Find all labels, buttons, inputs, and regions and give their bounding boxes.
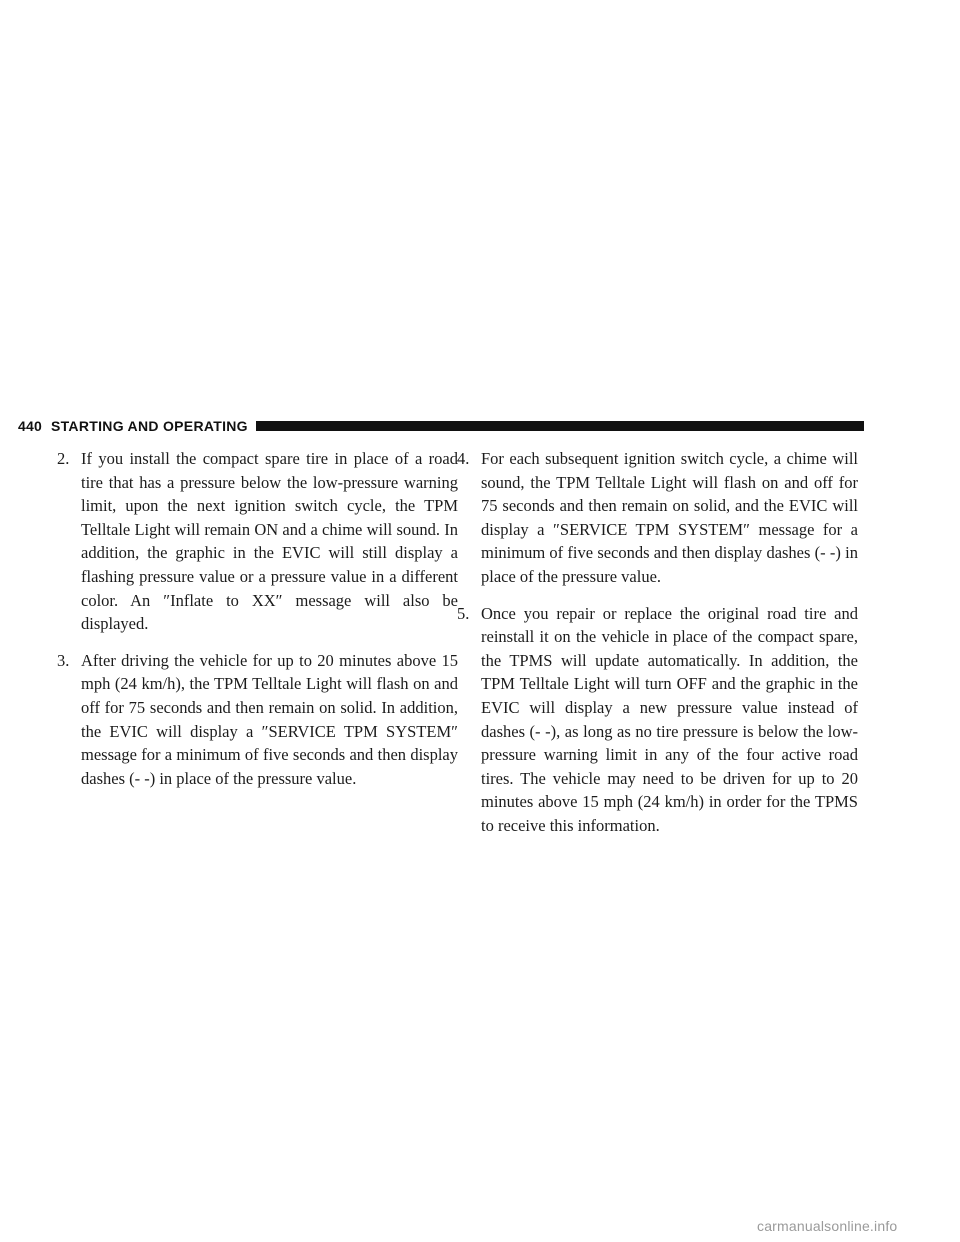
page-header: [18, 417, 864, 435]
section-title: STARTING AND OPERATING: [50, 418, 248, 434]
step-item: [457, 602, 858, 838]
step-text: If you install the compact spare tire in place of a road tire that has a pressure below the low-pressure warning limit, upon the next ignition switch cycle, the TPM Telltale Light will remain ON and a chime will sound. In addition, the graphic in the EVIC will still display a flashing pressure value or a pressure value in a different color. An ″Inflate to XX″ message will also be displayed.: [81, 449, 458, 634]
step-item: [57, 649, 458, 791]
step-number: 5.: [457, 603, 470, 623]
step-number: 4.: [457, 449, 470, 468]
step-text: For each subsequent ignition switch cycle, a chime will sound, the TPM Telltale Light will flash on and off for 75 seconds and then remain on solid, and the EVIC will display a ″SERVICE TPM SYSTEM″ message for a minimum of five seconds and then display dashes (- -) in place of the pressure value.: [481, 449, 858, 586]
header-rule: [256, 421, 864, 431]
step-item: [457, 447, 858, 589]
page-number: 440: [18, 418, 42, 434]
step-item: [57, 447, 458, 636]
left-column: [57, 447, 458, 803]
step-text: After driving the vehicle for up to 20 minutes above 15 mph (24 km/h), the TPM Telltale Light will flash on and off for 75 seconds and then remain on solid. In addition, the EVIC will display a ″SERVICE TPM SYSTEM″ message for a minimum of five seconds and then display dashes (- -) in place of the pressure value.: [81, 650, 458, 788]
step-number: 3.: [57, 650, 70, 670]
watermark-link[interactable]: carmanualsonline.info: [757, 1218, 898, 1234]
right-column: [457, 447, 858, 851]
step-number: 2.: [57, 449, 70, 468]
step-text: Once you repair or replace the original road tire and reinstall it on the vehicle in place of the compact spare, the TPMS will update automatically. In addition, the TPM Telltale Light will turn OFF and the graphic in the EVIC will display a new pressure value instead of dashes (- -), as long as no tire pressure is below the low-pressure warning limit in any of the four active road tires. The vehicle may need to be driven for up to 20 minutes above 15 mph (24 km/h) in order for the TPMS to receive this information.: [481, 603, 858, 835]
